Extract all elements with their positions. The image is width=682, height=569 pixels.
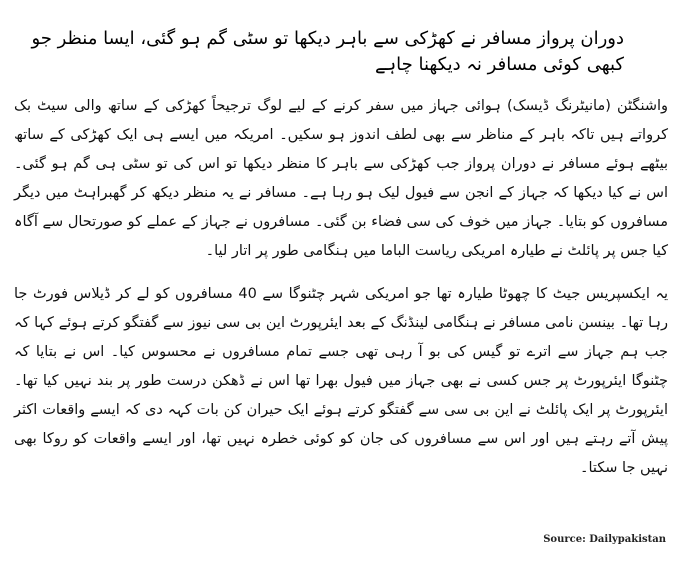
article	[14, 26, 668, 497]
article-headline: دوران پرواز مسافر نے کھڑکی سے باہر دیکھا تو سٹی گم ہو گئی، ایسا منظر جو کبھی کوئی مسافر نہ دیکھنا چاہے	[31, 28, 624, 75]
source-credit: Source: Dailypakistan	[543, 534, 666, 545]
article-paragraph-1: واشنگٹن (مانیٹرنگ ڈیسک) ہوائی جہاز میں سفر کرنے کے لیے لوگ ترجیحاً کھڑکی کے ساتھ والی سیٹ بک کرواتے ہیں تاکہ باہر کے مناظر سے بھی لطف اندوز ہو سکیں۔ امریکہ میں ایسے ہی ایک کھڑکی کے ساتھ بیٹھے ہوئے مسافر نے دوران پرواز جب کھڑکی سے باہر کا منظر دیکھا تو اس کی تو سٹی ہی گم ہو گئی۔ اس نے کیا دیکھا کہ جہاز کے انجن سے فیول لیک ہو رہا ہے۔ مسافر نے یہ منظر دیکھ کر گھبراہٹ میں دیگر مسافروں کو بتایا۔ جہاز میں خوف کی سی فضاء بن گئی۔ مسافروں نے جہاز کے عملے کو صورتحال سے آگاہ کیا جس پر پائلٹ نے طیارہ امریکی ریاست الباما میں ہنگامی طور پر اتار لیا۔	[14, 98, 668, 259]
article-paragraph-2: یہ ایکسپریس جیٹ کا چھوٹا طیارہ تھا جو امریکی شہر چٹنوگا سے 40 مسافروں کو لے کر ڈیلاس فورٹ جا رہا تھا۔ بینسن نامی مسافر نے ہنگامی لینڈنگ کے بعد ایئرپورٹ این بی سی نیوز سے گفتگو کرتے ہوئے کہا کہ جب ہم جہاز سے اترے تو گیس کی بو آ رہی تھی جسے تمام مسافروں نے محسوس کیا۔ اس نے بتایا کہ چٹنوگا ایئرپورٹ پر جس کسی نے بھی جہاز میں فیول بھرا تھا اس نے ڈھکن درست طور پر بند نہیں کیا تھا۔ ایئرپورٹ پر ایک پائلٹ نے این بی سی سے گفتگو کرتے ہوئے ایک حیران کن بات کہہ دی کہ ایسے واقعات اکثر پیش آتے رہتے ہیں اور اس سے مسافروں کی جان کو کوئی خطرہ نہیں تھا، اور ایسے واقعات کو روکا بھی نہیں جا سکتا۔	[14, 286, 668, 476]
